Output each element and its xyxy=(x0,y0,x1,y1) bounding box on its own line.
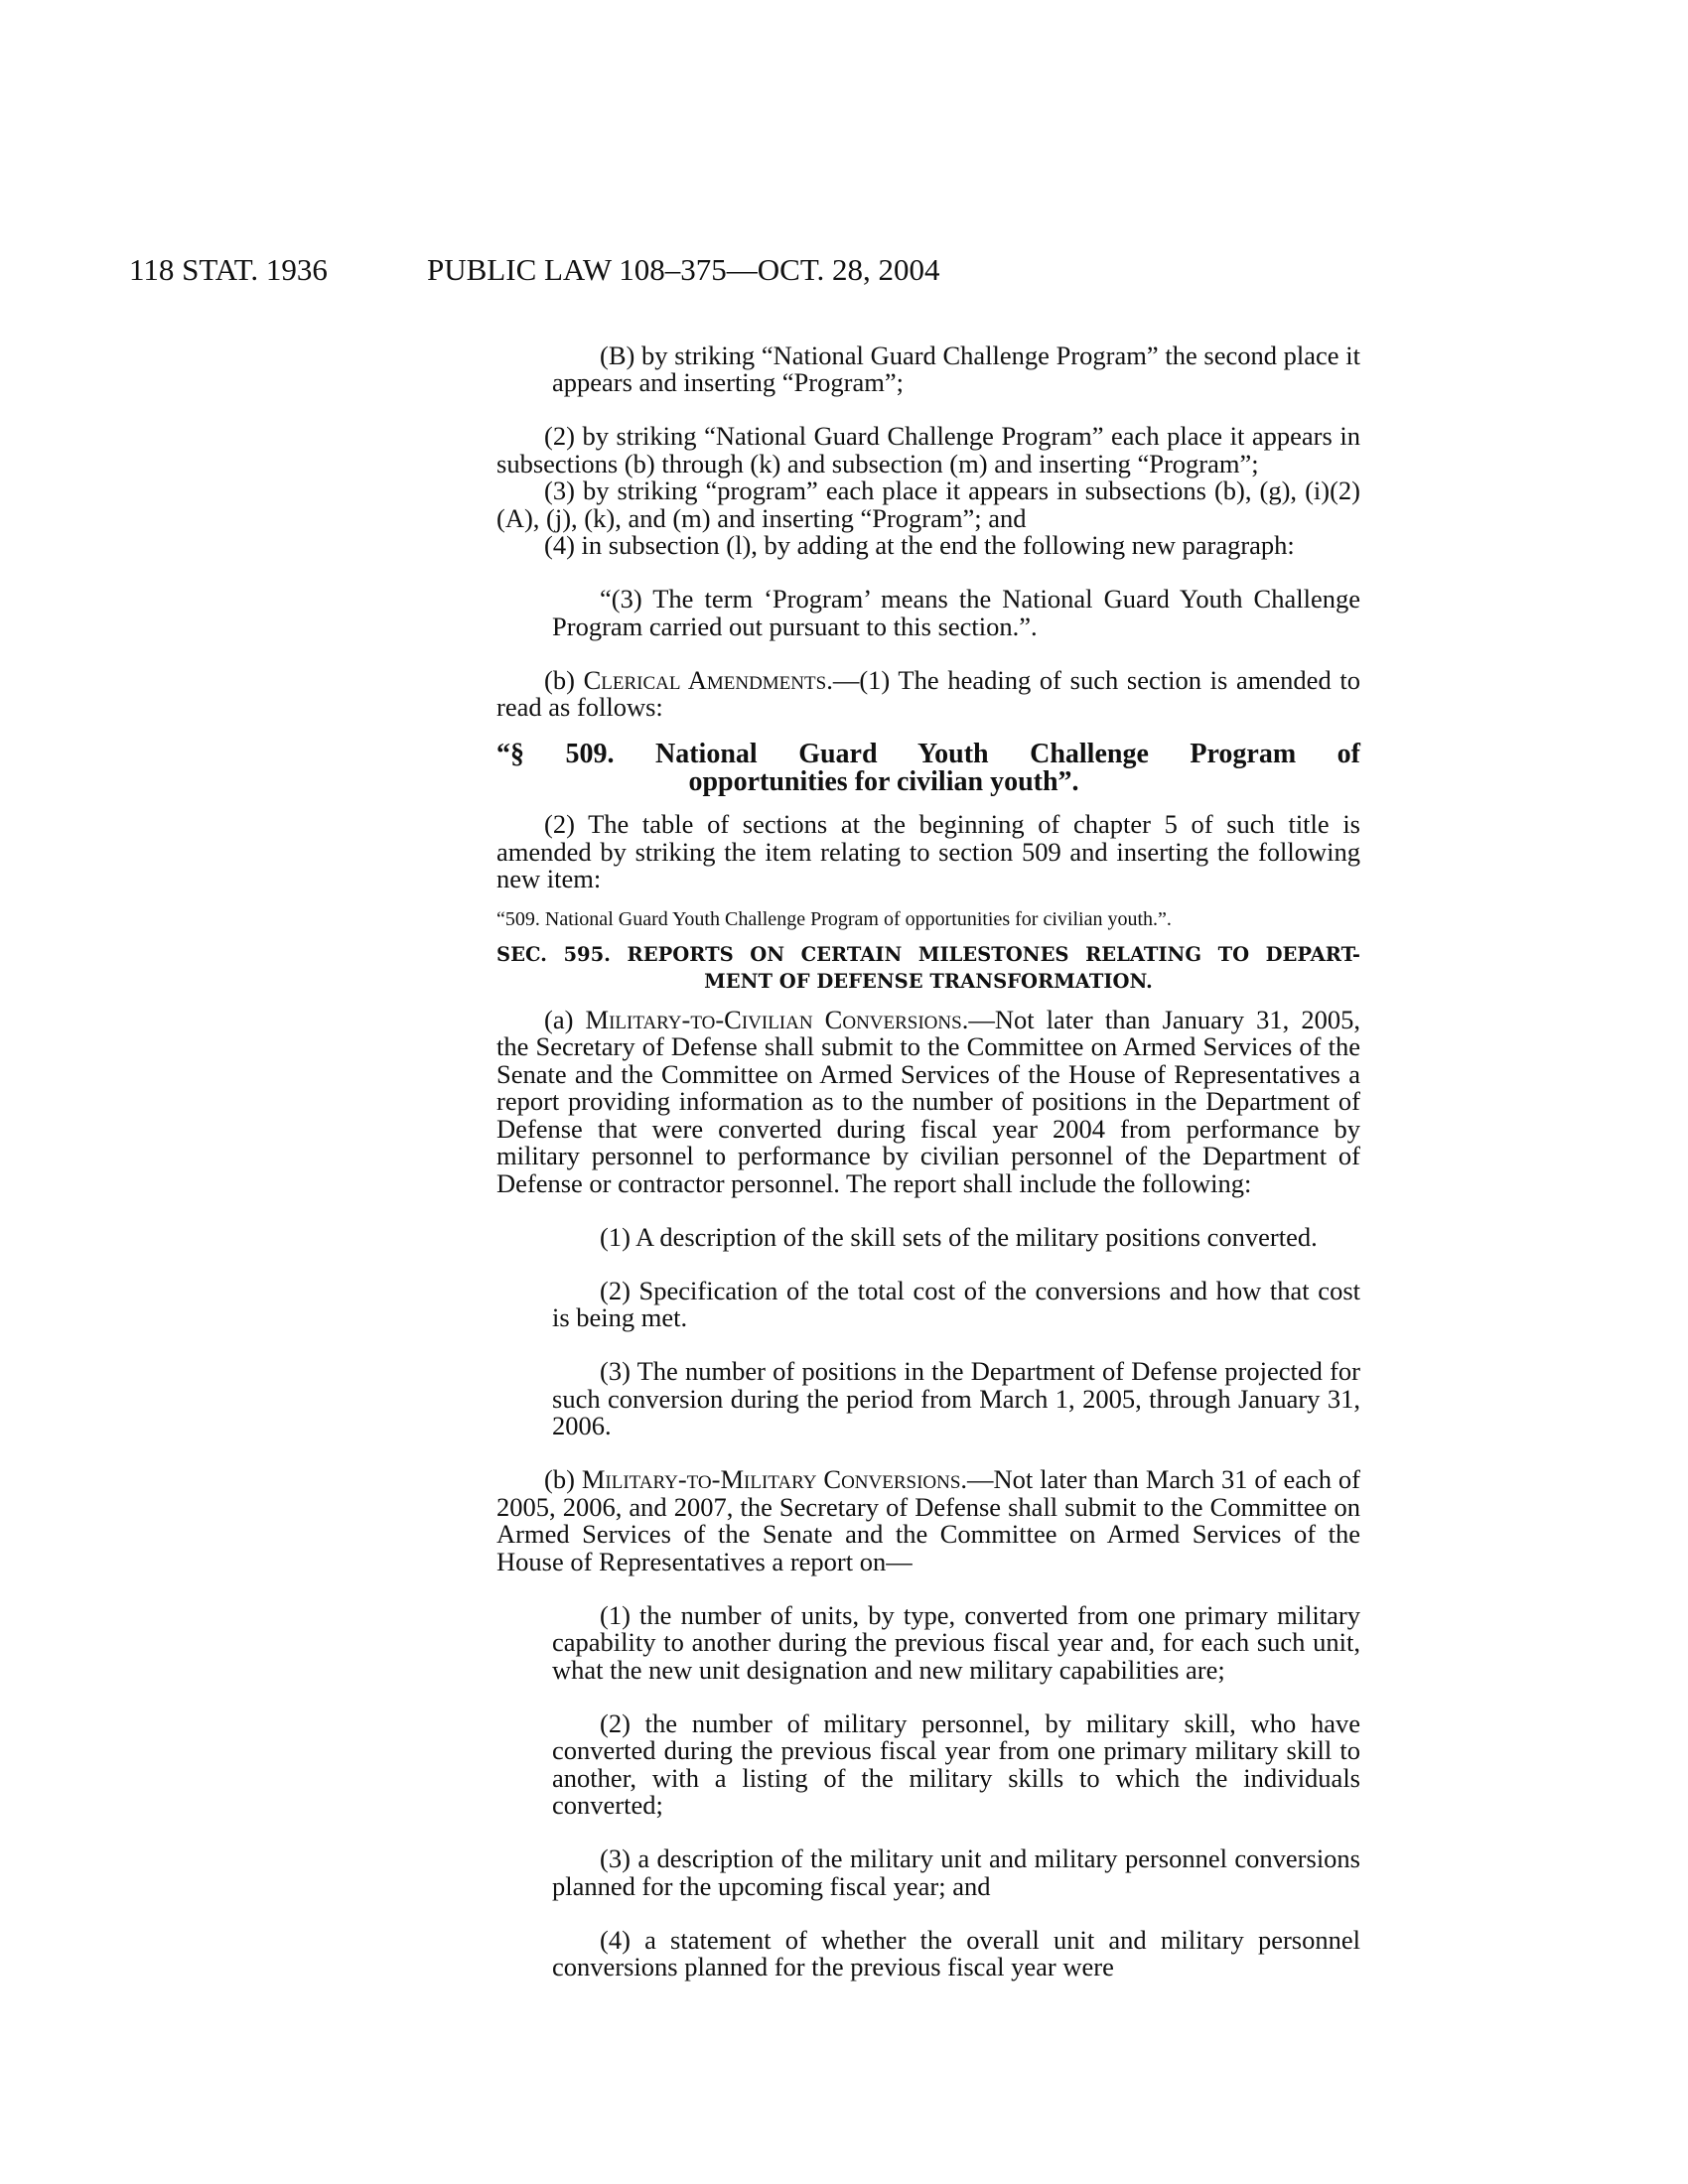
paragraph-3: (3) by striking “program” each place it appears in subsections (b), (g), (i)(2)(A), (j), (k), and (m) and inserting “Program”; and xyxy=(496,476,1360,533)
subsection-text: .—Not later than January 31, 2005, the Secretary of Defense shall submit to the Committee on Armed Services of the Senate and the Committee on Armed Services of the House of Representatives a report providing information as to the number of positions in the Department of Defense that were converted during fiscal year 2004 from performance by military personnel to performance by civilian personnel of the Department of Defense or contractor personnel. The report shall include the following: xyxy=(496,1004,1360,1198)
clerical-amendments xyxy=(496,664,1360,722)
subsection-a-item-2: (2) Specification of the total cost of the conversions and how that cost is being met. xyxy=(552,1275,1360,1332)
subsection-a xyxy=(496,1004,1360,1198)
subsection-b-item-1: (1) the number of units, by type, converted from one primary military capability to another during the previous fiscal year and, for each such unit, what the new unit designation and new military capabilities are; xyxy=(552,1599,1360,1685)
section-595-heading-line1: SEC. 595. REPORTS ON CERTAIN MILESTONES RELATING TO DEPART- xyxy=(496,942,1360,966)
subsection-marker: (a) xyxy=(544,1004,586,1034)
subsection-text: .—(1) The heading of such section is amended to read as follows: xyxy=(496,664,1360,722)
document-body xyxy=(496,316,1360,2007)
subsection-text: .—Not later than March 31 of each of 2005, 2006, and 2007, the Secretary of Defense shall submit to the Committee on Armed Services of the Senate and the Committee on Armed Services of the House of Representatives a report on— xyxy=(496,1464,1361,1576)
subsection-heading: Clerical Amendments xyxy=(583,664,827,695)
page-header xyxy=(129,252,1360,292)
subsection-b-item-3: (3) a description of the military unit and military personnel conversions planned for the upcoming fiscal year; and xyxy=(552,1843,1360,1901)
paragraph-B: (B) by striking “National Guard Challenge Program” the second place it appears and inserting “Program”; xyxy=(552,340,1360,397)
table-of-sections-paragraph: (2) The table of sections at the beginning of chapter 5 of such title is amended by striking the item relating to section 509 and inserting the following new item: xyxy=(496,809,1360,893)
section-509-heading-line1: “§ 509. National Guard Youth Challenge Program of xyxy=(496,738,1360,769)
subsection-marker: (b) xyxy=(544,664,584,695)
subsection-b-item-4: (4) a statement of whether the overall unit and military personnel conversions planned for the previous fiscal year were xyxy=(552,1924,1360,1981)
quoted-definition: “(3) The term ‘Program’ means the National Guard Youth Challenge Program carried out pursuant to this section.”. xyxy=(552,584,1360,641)
statute-page-number: 118 STAT. 1936 xyxy=(129,252,328,287)
subsection-a-item-1: (1) A description of the skill sets of the military positions converted. xyxy=(600,1221,1318,1252)
subsection-heading: Military-to-Military Conversions xyxy=(581,1464,961,1494)
new-table-item: “509. National Guard Youth Challenge Program of opportunities for civilian youth.”. xyxy=(496,907,1172,930)
subsection-a-item-3: (3) The number of positions in the Department of Defense projected for such conversion during the period from March 1, 2005, through January 31, 2006. xyxy=(552,1356,1360,1440)
subsection-b-item-2: (2) the number of military personnel, by military skill, who have converted during the previous fiscal year from one primary military skill to another, with a listing of the military skills to which the individuals converted; xyxy=(552,1707,1360,1820)
subsection-marker: (b) xyxy=(544,1464,582,1494)
section-595-heading xyxy=(496,941,1360,995)
section-509-heading-line2: opportunities for civilian youth”. xyxy=(688,765,1079,797)
public-law-title: PUBLIC LAW 108–375—OCT. 28, 2004 xyxy=(427,252,940,287)
paragraph-4: (4) in subsection (l), by adding at the end the following new paragraph: xyxy=(544,530,1295,560)
section-595-heading-line2: MENT OF DEFENSE TRANSFORMATION. xyxy=(704,969,1153,993)
subsection-heading: Military-to-Civilian Conversions xyxy=(585,1004,962,1034)
paragraph-2: (2) by striking “National Guard Challenge Program” each place it appears in subsections (b) through (k) and subsection (m) and inserting “Program”; xyxy=(496,421,1360,478)
subsection-b xyxy=(496,1466,1360,1575)
